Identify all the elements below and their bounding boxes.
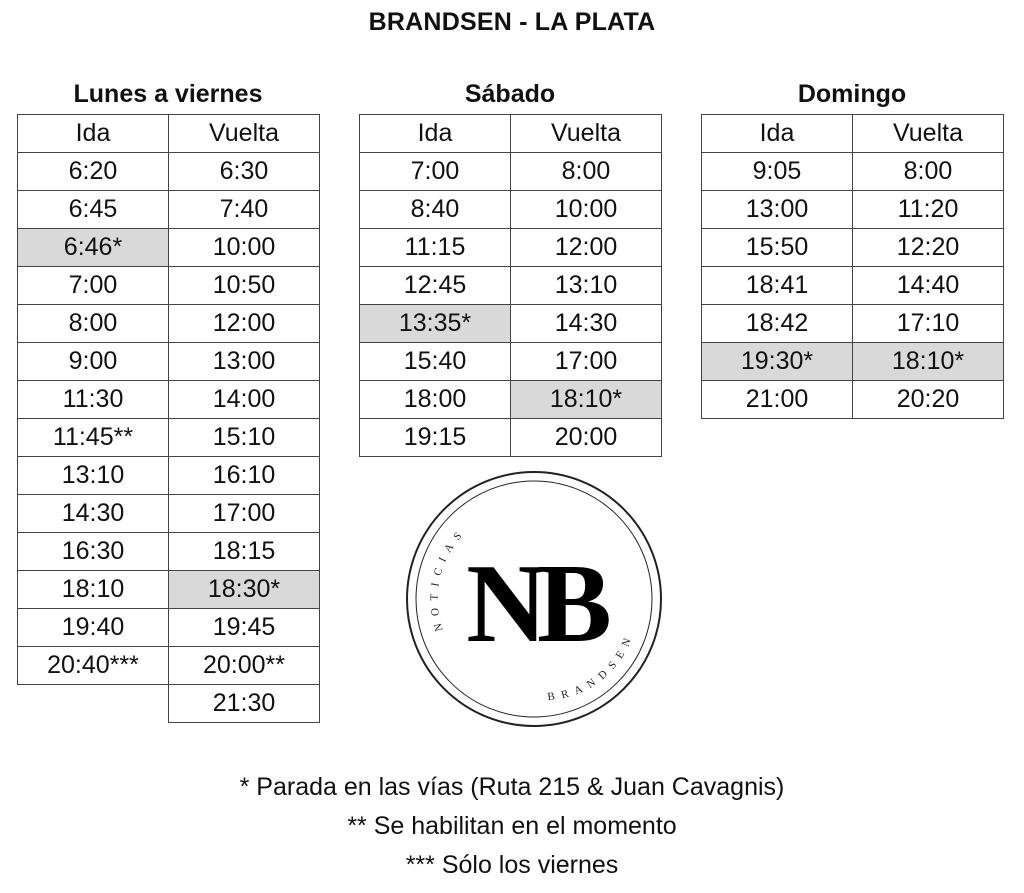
time-cell-ida: 8:00 <box>18 305 169 343</box>
time-cell-vuelta: 21:30 <box>169 685 320 723</box>
table-row <box>360 305 662 343</box>
time-cell-ida: 13:00 <box>702 191 853 229</box>
time-cell-ida: 9:00 <box>18 343 169 381</box>
table-row <box>360 267 662 305</box>
heading-domingo: Domingo <box>797 80 907 108</box>
time-cell-vuelta: 8:00 <box>853 153 1004 191</box>
col-header-vuelta: Vuelta <box>511 115 662 153</box>
table-row <box>18 685 320 723</box>
time-cell-ida: 11:30 <box>18 381 169 419</box>
table-row <box>18 343 320 381</box>
table-row <box>18 191 320 229</box>
time-cell-ida: 19:40 <box>18 609 169 647</box>
table-row <box>360 191 662 229</box>
time-cell-ida: 21:00 <box>702 381 853 419</box>
table-row <box>360 381 662 419</box>
time-cell-ida: 6:45 <box>18 191 169 229</box>
time-cell-vuelta: 12:00 <box>169 305 320 343</box>
time-cell-ida: 8:40 <box>360 191 511 229</box>
time-cell-vuelta: 12:20 <box>853 229 1004 267</box>
table-domingo <box>701 114 1004 419</box>
noticias-brandsen-logo <box>405 470 663 728</box>
table-row <box>18 571 320 609</box>
time-cell-vuelta-highlighted: 18:30* <box>169 571 320 609</box>
time-cell-ida: 12:45 <box>360 267 511 305</box>
time-cell-vuelta-highlighted: 18:10* <box>853 343 1004 381</box>
table-row <box>360 419 662 457</box>
table-header-row <box>702 115 1004 153</box>
table-row <box>360 229 662 267</box>
time-cell-vuelta: 20:00 <box>511 419 662 457</box>
time-cell-ida: 16:30 <box>18 533 169 571</box>
table-row <box>360 343 662 381</box>
time-cell-ida: 11:15 <box>360 229 511 267</box>
table-row <box>18 153 320 191</box>
time-cell-ida: 20:40*** <box>18 647 169 685</box>
time-cell-ida: 13:10 <box>18 457 169 495</box>
table-row <box>702 381 1004 419</box>
time-cell-ida: 14:30 <box>18 495 169 533</box>
logo-emblem-icon <box>405 470 663 728</box>
col-header-vuelta: Vuelta <box>169 115 320 153</box>
table-header-row <box>18 115 320 153</box>
time-cell-vuelta: 20:00** <box>169 647 320 685</box>
time-cell-vuelta: 17:00 <box>169 495 320 533</box>
time-cell-ida: 11:45** <box>18 419 169 457</box>
logo-bottom-text: BRANDSEN <box>546 630 637 704</box>
logo-top-text: NOTICIAS <box>428 524 469 633</box>
table-row <box>18 305 320 343</box>
time-cell-vuelta: 20:20 <box>853 381 1004 419</box>
time-cell-vuelta: 11:20 <box>853 191 1004 229</box>
time-cell-ida-highlighted: 19:30* <box>702 343 853 381</box>
table-row <box>18 495 320 533</box>
time-cell-ida: 18:00 <box>360 381 511 419</box>
table-row <box>702 305 1004 343</box>
table-row <box>18 457 320 495</box>
table-row <box>702 343 1004 381</box>
logo-monogram: NB <box>466 542 602 666</box>
table-row <box>18 533 320 571</box>
time-cell-ida-highlighted: 6:46* <box>18 229 169 267</box>
time-cell-vuelta: 13:00 <box>169 343 320 381</box>
time-cell-ida: 9:05 <box>702 153 853 191</box>
time-cell-vuelta: 8:00 <box>511 153 662 191</box>
time-cell-ida: 15:50 <box>702 229 853 267</box>
table-lunes-viernes <box>17 114 320 723</box>
time-cell-ida-highlighted: 13:35* <box>360 305 511 343</box>
table-row <box>18 267 320 305</box>
time-cell-ida: 18:42 <box>702 305 853 343</box>
footnotes <box>0 768 1024 885</box>
col-header-ida: Ida <box>702 115 853 153</box>
footnote-viernes: *** Sólo los viernes <box>405 851 619 879</box>
time-cell-ida: 6:20 <box>18 153 169 191</box>
time-cell-ida: 7:00 <box>360 153 511 191</box>
time-cell-ida: 15:40 <box>360 343 511 381</box>
table-row <box>18 229 320 267</box>
table-row <box>360 153 662 191</box>
time-cell-vuelta: 14:00 <box>169 381 320 419</box>
time-cell-ida: 18:10 <box>18 571 169 609</box>
time-cell-vuelta: 16:10 <box>169 457 320 495</box>
time-cell-vuelta: 10:00 <box>169 229 320 267</box>
table-header-row <box>360 115 662 153</box>
time-cell-vuelta: 14:30 <box>511 305 662 343</box>
time-cell-vuelta: 7:40 <box>169 191 320 229</box>
time-cell-vuelta: 6:30 <box>169 153 320 191</box>
time-cell-vuelta: 13:10 <box>511 267 662 305</box>
table-row <box>18 381 320 419</box>
time-cell-ida: 19:15 <box>360 419 511 457</box>
time-cell-vuelta: 14:40 <box>853 267 1004 305</box>
heading-sabado: Sábado <box>464 80 556 108</box>
time-cell-vuelta: 12:00 <box>511 229 662 267</box>
time-cell-vuelta: 10:50 <box>169 267 320 305</box>
table-row <box>18 647 320 685</box>
col-header-vuelta: Vuelta <box>853 115 1004 153</box>
time-cell-vuelta: 10:00 <box>511 191 662 229</box>
col-header-ida: Ida <box>360 115 511 153</box>
col-header-ida: Ida <box>18 115 169 153</box>
table-row <box>702 191 1004 229</box>
time-cell-ida: 7:00 <box>18 267 169 305</box>
time-cell-vuelta-highlighted: 18:10* <box>511 381 662 419</box>
time-cell-ida: 18:41 <box>702 267 853 305</box>
table-row <box>702 229 1004 267</box>
table-row <box>18 609 320 647</box>
table-row <box>702 267 1004 305</box>
empty-cell <box>18 685 169 723</box>
time-cell-vuelta: 18:15 <box>169 533 320 571</box>
table-sabado <box>359 114 662 457</box>
table-row <box>18 419 320 457</box>
time-cell-vuelta: 17:00 <box>511 343 662 381</box>
time-cell-vuelta: 19:45 <box>169 609 320 647</box>
footnote-parada: * Parada en las vías (Ruta 215 & Juan Cavagnis) <box>239 773 785 801</box>
time-cell-vuelta: 17:10 <box>853 305 1004 343</box>
footnote-habilitan: ** Se habilitan en el momento <box>347 812 677 840</box>
page-title: BRANDSEN - LA PLATA <box>368 8 656 36</box>
table-row <box>702 153 1004 191</box>
heading-lunes-viernes: Lunes a viernes <box>73 80 263 108</box>
time-cell-vuelta: 15:10 <box>169 419 320 457</box>
